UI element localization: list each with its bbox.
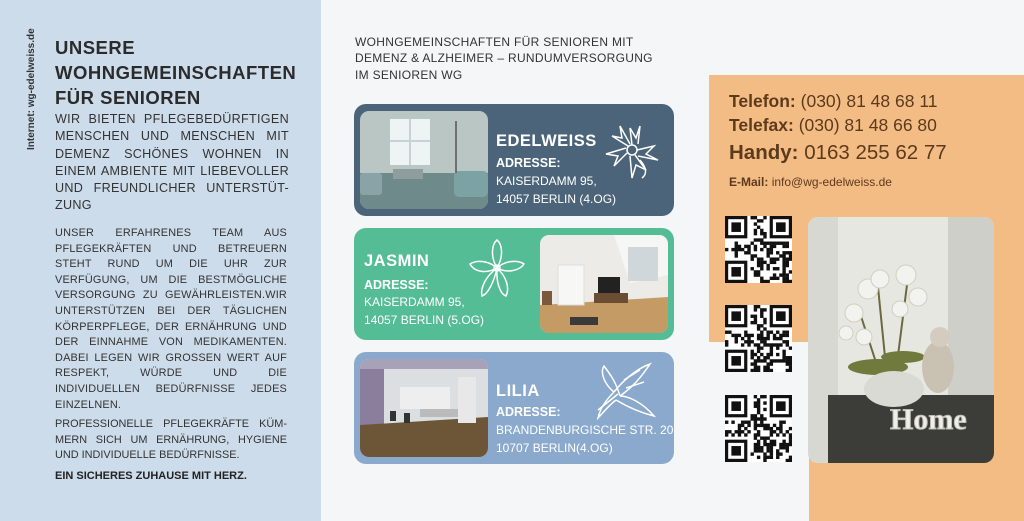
section-heading: WOHNGEMEINSCHAFTEN FÜR SENIOREN MIT DEMENZ & ALZHEIMER – RUNDUMVERSORGUNG IM SENIOREN WG xyxy=(355,35,653,82)
mobile-number[interactable]: 0163 255 62 77 xyxy=(804,141,947,164)
qr-code-1[interactable] xyxy=(725,216,792,283)
qr-code-2[interactable] xyxy=(725,305,792,372)
address-line-1: BRANDENBURGISCHE STR. 20 xyxy=(496,423,674,437)
body-text: UNSER ERFAHRENES TEAM AUS PFLEGEKRÄFTEN UND BETREUERN STEHT RUND UM DIE UHR ZUR VERFÜGUNG, UM DIE BESTMÖGLICHE VERSORGUNG ZU GEWÄHRLEISTEN.WIR UNTERSTÜTZEN BEI DER TÄGLICHEN KÖRPERPFLEGE, DER ERNÄHRUNG UND DER EINNAHME VON MEDIKAMENTEN. DABEI LEGEN WIR GROSSEN WERT AUF RESPEKT, WÜRDE UND DIE INDIVIDUELLEN BEDÜRFNISSE JEDES EINZELNEN. xyxy=(55,227,287,411)
lead-text: WIR BIETEN PFLEGEBEDÜRFTIGEN MENSCHEN UND MENSCHEN MIT DEMENZ SCHÖNES WOHNEN IN EINEM AMBIENTE MIT LIEBEVOLLER UND FREUNDLICHER UNTERSTÜT-ZUNG xyxy=(55,112,289,213)
address-label: ADRESSE: xyxy=(496,156,561,170)
page-title xyxy=(55,35,310,110)
address-label: ADRESSE: xyxy=(364,278,429,292)
lily-flower-icon xyxy=(594,362,660,420)
title-line-1: UNSERE xyxy=(55,37,136,58)
address-line-2: 14057 BERLIN (5.OG) xyxy=(364,312,485,327)
mobile-block xyxy=(729,141,947,165)
address xyxy=(496,173,616,208)
card-jasmin xyxy=(354,228,674,340)
address-line-2: 10707 BERLIN(4.OG) xyxy=(496,440,613,455)
card-name: EDELWEISS xyxy=(496,132,597,150)
website-vertical xyxy=(26,28,40,150)
jasmin-room-photo xyxy=(540,235,668,333)
website-text: Internet: wg-edelweiss.de xyxy=(26,28,37,150)
card-edelweiss xyxy=(354,104,674,216)
email-label: E-Mail: xyxy=(729,175,769,189)
card-name: LILIA xyxy=(496,382,540,400)
mobile-label: Handy: xyxy=(729,141,799,164)
phone-number[interactable]: (030) 81 48 68 11 xyxy=(800,91,938,111)
card-name: JASMIN xyxy=(364,252,430,270)
fax-number: (030) 81 48 66 80 xyxy=(798,115,937,135)
title-line-2: WOHNGEMEINSCHAFTEN xyxy=(55,62,297,83)
edelweiss-room-photo xyxy=(360,111,488,209)
address-line-2: 14057 BERLIN (4.OG) xyxy=(496,191,617,206)
tagline: EIN SICHERES ZUHAUSE MIT HERZ. xyxy=(55,470,247,482)
fax-label: Telefax: xyxy=(729,115,794,135)
lilia-room-photo xyxy=(360,359,488,457)
address-label: ADRESSE: xyxy=(496,405,561,419)
professional-text: PROFESSIONELLE PFLEGEKRÄFTE KÜM-MERN SICH UM ERNÄHRUNG, HYGIENE UND INDIVIDUELLE BEDÜRFNISSE. xyxy=(55,418,287,462)
home-decor-photo xyxy=(808,217,994,463)
email-address[interactable]: info@wg-edelweiss.de xyxy=(771,175,892,189)
title-line-3: FÜR SENIOREN xyxy=(55,87,201,108)
address-line-1: KAISERDAMM 95, xyxy=(364,295,465,309)
address-line-1: KAISERDAMM 95, xyxy=(496,174,597,188)
address xyxy=(496,422,673,457)
email-block xyxy=(729,175,892,189)
card-lilia xyxy=(354,352,674,464)
phone-label: Telefon: xyxy=(729,91,796,111)
qr-code-3[interactable] xyxy=(725,395,792,462)
phone-block xyxy=(729,89,938,137)
home-sign: Home xyxy=(890,403,967,436)
jasmine-flower-icon xyxy=(466,238,528,300)
edelweiss-flower-icon xyxy=(602,120,662,180)
